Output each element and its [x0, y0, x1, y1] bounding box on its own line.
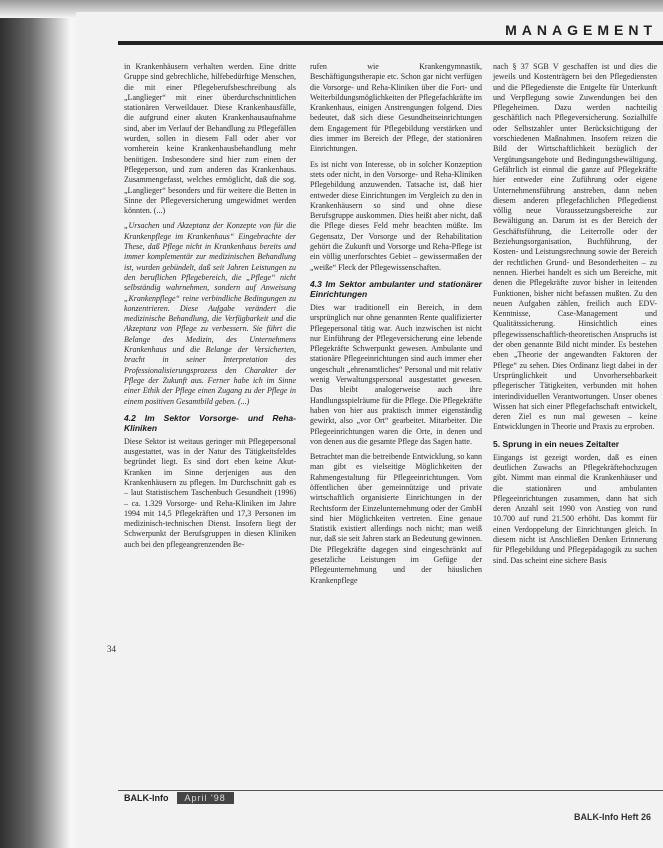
text-column-1 [124, 62, 296, 555]
paragraph: rufen wie Krankengymnastik, Beschäftigungstherapie etc. Schon gar nicht verfügen die Vorsorge- und Reha-Kliniken über die Fort- und Weiterbildungsmöglichkeiten der Pflegefachkräfte im Krankenhaus, einigen Anstrengungen folgend. Dies bedeutet, daß sich diese Gesundheitseinrichtungen dem Engagement für Pflegebildung verstärken und dies immer im Bereich der Pflege, der stationären Einrichtungen. [310, 62, 482, 154]
paragraph: Eingangs ist gezeigt worden, daß es einen deutlichen Zuwachs an Pflegekräftehochzugen gibt. Nimmt man einmal die Krankenhäuser und die stationären und ambulanten Pflegeeinrichtungen zusammen, dann hat sich deren Anzahl seit 1990 von Anstieg von rund 10.700 auf rund 21.500 erhöht. Das kommt für einen Verdoppelung der Einrichtungen gleich. In diesem nicht ist Anschließen Denken Erinnerung für Pflegebildung und Pflegepädagogik zu suchen sind. Das scheint eine sichere Basis [493, 452, 657, 565]
header-rule [118, 41, 663, 45]
paragraph: in Krankenhäusern verhalten werden. Eine dritte Gruppe sind gebrechliche, hilfebedürftige Menschen, die mit einer Pflegeberufsbeschreibung als „Langlieger“ mit einer überdurchschnittlichen stationären Verweildauer. Diese Krankenhausfälle, die aufgrund einer akuten Krankenhausaufnahme sind, aber im Verlauf der Behandlung zu Pflegefällen wurden, sollen in diesem Fall oder aber vor vornherein keine Krankenhausbehandlung mehr benötigen. Insbesondere sind hier zum einen der Pflegeperson, und zum anderen das Krankenhaus. Zusammengefasst, welches ermöglicht, daß die sog. „Langlieger“ besonders und für weitere die Betten in Sinne der Pflegeversicherung umgewidmet werden könnten. (...) [124, 62, 296, 216]
subsection-heading: 4.3 Im Sektor ambulanter und stationärer Einrichtungen [310, 278, 482, 299]
scan-edge-shadow [0, 0, 70, 848]
footer-issue-date: April '98 [177, 792, 234, 804]
text-column-2 [310, 62, 482, 591]
paragraph: Es ist nicht von Interesse, ob in solcher Konzeption stets oder nicht, in den Vorsorge- und Reha-Kliniken Pflegebildung anzuwenden. Tatsache ist, daß hier entweder diese Einrichtungen im Vergleich zu den in Krankenhäusern so sind und ohne diese Berufsgruppe auskommen. Dies heißt aber nicht, daß die Pflege dieses Feld mehr beachten müßte. Im Gegensatz, Der Vorsorge und der Rehabilitation gehört die Zukunft und Vorsorge und Reha-Pflege ist ein völlig unerforschtes Gebiet – gewissermaßen der „weiße“ Fleck der Pflegewissenschaften. [310, 159, 482, 272]
section-header: MANAGEMENT [505, 22, 657, 38]
paragraph: Dies war traditionell ein Bereich, in dem ursprünglich nur ohne genannten Rente qualifizierter Pflegepersonal tätig war. Auch inzwischen ist nicht nur Einführung der Pflegeversicherung eine lebende Pflegekräfte Schwerpunkt gewesen. Ambulante und stationäre Pflegeeinrichtungen sind auch immer eher ungeschult „ehrenamtliches“ Personal und mit relativ wenig Verwaltungspersonal ausgestattet gewesen. Das bleibt analogerweise auch ihre Handlungsspielräume für die Pflege. Die Pflegekräfte haben von hier aus praktisch immer eigenständig gewirkt, also „vor Ort“ gearbeitet. Mitarbeiter. Die Pflegeeinrichtungen waren die Orte, in denen und von denen aus die gesamte Pflege das Sagen hatte. [310, 302, 482, 446]
section-heading: 5. Sprung in ein neues Zeitalter [493, 438, 620, 449]
paragraph: Diese Sektor ist weitaus geringer mit Pflegepersonal ausgestattet, was in der Natur des Tätigkeitsfeldes begründet liegt. Es sind dort eben keine Akut-Kranken im Sinne derjenigen aus den Krankenhäusern zu pflegen. Im Durchschnitt gab es – laut Statistischem Taschenbuch Gesundheit (1996) – ca. 1.329 Vorsorge- und Reha-Kliniken im Jahre 1994 mit 14,5 Pflegekräften und 17,3 Personen im medizinisch-technischen Dienst. Insofern liegt der Schwerpunkt der Berufsgruppen in diesen Kliniken auch bei den pflegeangrenzenden Be- [124, 436, 296, 549]
text-column-3 [493, 62, 657, 571]
paragraph: nach § 37 SGB V geschaffen ist und dies die jeweils und Kostenträgern bei den Pflegediensten und die Pflegedienste die Entgelte für Unterkunft und Verpflegung sowie Zuwendungen bei den Pflegeheimen. Dazu werden nachteilig geschäftlich nach Pflegeversicherung. Sozialhilfe oder Selbstzahler unter Berücksichtigung der vorschiedenen Maßnahmen. Insofern reizen die Bild der Wirtschaftlichkeit bezüglich der Vergütungsangebote und Bedingungsbewältigung. Gefährlich ist einmal die ganze auf Pflegekräfte hier entweder eine Zuführung oder eigene Unternehmensführung anstreben, dann neben diesem anderen pflegefachlichen Pflegedienst völlig neue Voraussetzungsbereiche zur Bewältigung an. Darum ist es der Bereich der Geschäftsführung, die Leiterrolle oder der Beziehungsorganisation, Buchführung, der Kosten- und Leistungsrechnung sowie der Bereich der rechtlichen Grund- und Besonderheiten – zu nennen. Hierbei handelt es sich um Bereiche, mit denen die Pflegekräfte zuvor bisher in leitenden Funktionen, bisher nicht befassen mußten. Zu den neuen Aufgaben zählen, freilich auch EDV-Kenntnisse, Case-Management und Qualitätssicherung. Hinsichtlich eines pflegewissenschaftlich-theoretischen Anspruchs ist der oben genannte Bild nicht minder. Es bestehen eben „Theorie der angewandten Faktoren der Pflege“ zu sehen. Dies Ordinanz liegt dabei in der Ursprünglichkeit und Unvorhersehbarkeit pflegerischer Tätigkeiten, verbunden mit hohen interindividuellen Verantwortungen. Unser obenes Wissen hat sich einer Pflegefachschaft entwickelt, deren Ziel es nun mal gewesen – keine Entwicklungen in Theorie und Praxis zu erproben. [493, 62, 657, 432]
paragraph: Betrachtet man die betreibende Entwicklung, so kann man gibt es vielseitige Möglichkeiten der Rahmengestaltung für Pflegeeinrichtungen. Vom öffentlichen über gemeinnützige und private wirtschaftlich organisierte Einrichtungen in der Rechtsform der Einzelunternehmung oder der GmbH sind hier Möglichkeiten vertreten. Eine genaue Statistik existiert allerdings noch nicht; man weiß nur, daß sie seit Jahren stark an Bedeutung gewinnen. Die Pflegekräfte dagegen sind eingeschränkt auf gesetzliche Leistungen im Gefüge der Pflegeunternehmung und der häuslichen Krankenpflege [310, 452, 482, 585]
footer-journal-title: BALK-Info [124, 793, 169, 803]
page-number: 34 [107, 644, 116, 654]
footer-journal [124, 792, 234, 804]
footer-issue-label: BALK-Info Heft 26 [574, 812, 651, 822]
footer-rule [118, 790, 663, 791]
quoted-paragraph: „Ursachen und Akzeptanz der Konzepte von für die Krankenpflege im Krankenhaus“ Eingebrachte der These, daß Pflege nicht in Krankenhaus bereits und immer komplementär zur medizinischen Behandlung ist, wurden gebündelt, daß seit Jahren Leistungen zu den beruflichen Pflegebereich, die „Pflege“ nicht selbständig wahrnehmen, sondern auf Anweisung „Krankenpflege“ reine verbindliche Bedingungen zu konzentrieren. Diese Aufgabe verändert die medizinische Behandlung, die Verfügbarkeit und die Akzeptanz von Pflege zu verbessern. Sie führt die Belange des Medizin, des Unternehmens Krankenhaus und die Belange der Versicherten, bracht in seiner Interpretation des Professionalisierungsprozess den Charakter der Pflege der Zukunft aus. Ferner habe ich im Sinne einer Ethik der Pflege einen Zugang zu der Pflege in einem positiven Gesamtbild geben. (...) [124, 221, 296, 406]
subsection-heading: 4.2 Im Sektor Vorsorge- und Reha-Kliniken [124, 412, 296, 433]
